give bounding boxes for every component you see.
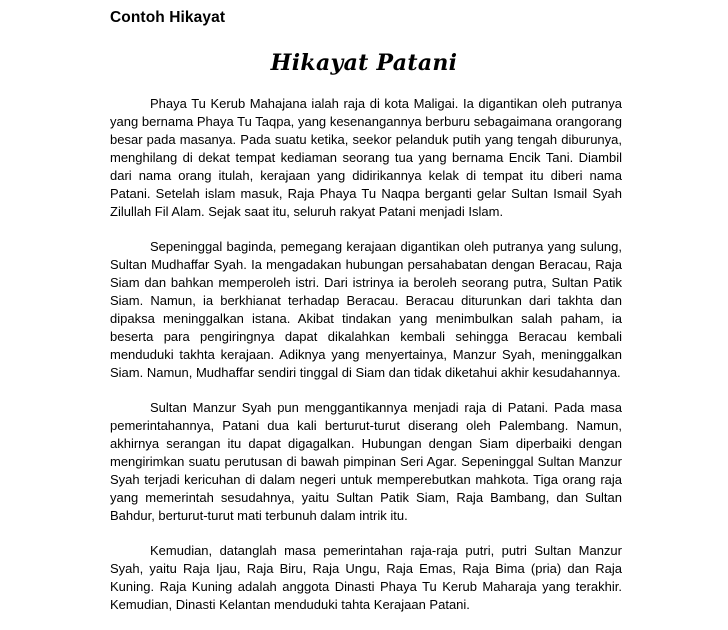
document-body <box>110 95 622 614</box>
paragraph-2: Sepeninggal baginda, pemegang kerajaan digantikan oleh putranya yang sulung, Sultan Mudhaffar Syah. Ia mengadakan hubungan persahabatan dengan Beracau, Raja Siam dan bahkan memperoleh istri. Dari istrinya ia beroleh seorang putra, Sultan Patik Siam. Namun, ia berkhianat terhadap Beracau. Beracau diturunkan dari takhta dan dipaksa meninggalkan istana. Akibat tindakan yang menimbulkan salah paham, ia beserta para pengiringnya dapat dikalahkan kembali sehingga Beracau kembali menduduki takhta kerajaan. Adiknya yang menyertainya, Manzur Syah, meninggalkan Siam. Namun, Mudhaffar sendiri tinggal di Siam dan tidak diketahui akhir kesudahannya. <box>110 239 622 380</box>
paragraph-3: Sultan Manzur Syah pun menggantikannya menjadi raja di Patani. Pada masa pemerintahannya, Patani dua kali berturut-turut diserang oleh Palembang. Namun, akhirnya serangan itu dapat digagalkan. Hubungan dengan Siam diperbaiki dengan mengirimkan suatu perutusan di bawah pimpinan Seri Agar. Sepeninggal Sultan Manzur Syah terjadi kericuhan di dalam negeri untuk memperebutkan mahkota. Tiga orang raja yang memerintah sesudahnya, yaitu Sultan Patik Siam, Raja Bambang, dan Sultan Bahdur, berturut-turut mati terbunuh dalam intrik itu. <box>110 400 622 523</box>
document-title-text: Hikayat Patani <box>270 50 458 76</box>
paragraph-1: Phaya Tu Kerub Mahajana ialah raja di kota Maligai. Ia digantikan oleh putranya yang bernama Phaya Tu Taqpa, yang kesenangannya berburu sebagaimana orangorang besar pada masanya. Pada suatu ketika, seekor pelanduk putih yang tengah diburunya, menghilang di dekat tempat kediaman seorang tua yang bernama Encik Tani. Diambil dari nama orang itulah, kerajaan yang didirikannya kelak di tempat itu diberi nama Patani. Setelah islam masuk, Raja Phaya Tu Naqpa berganti gelar Sultan Ismail Syah Zilullah Fil Alam. Sejak saat itu, seluruh rakyat Patani menjadi Islam. <box>110 96 622 219</box>
document-title <box>0 50 728 76</box>
paragraph-4: Kemudian, datanglah masa pemerintahan raja-raja putri, putri Sultan Manzur Syah, yaitu Raja Ijau, Raja Biru, Raja Ungu, Raja Emas, Raja Bima (pria) dan Raja Kuning. Raja Kuning adalah anggota Dinasti Phaya Tu Kerub Maharaja yang terakhir. Kemudian, Dinasti Kelantan menduduki tahta Kerajaan Patani. <box>110 543 622 612</box>
section-label: Contoh Hikayat <box>110 9 226 26</box>
